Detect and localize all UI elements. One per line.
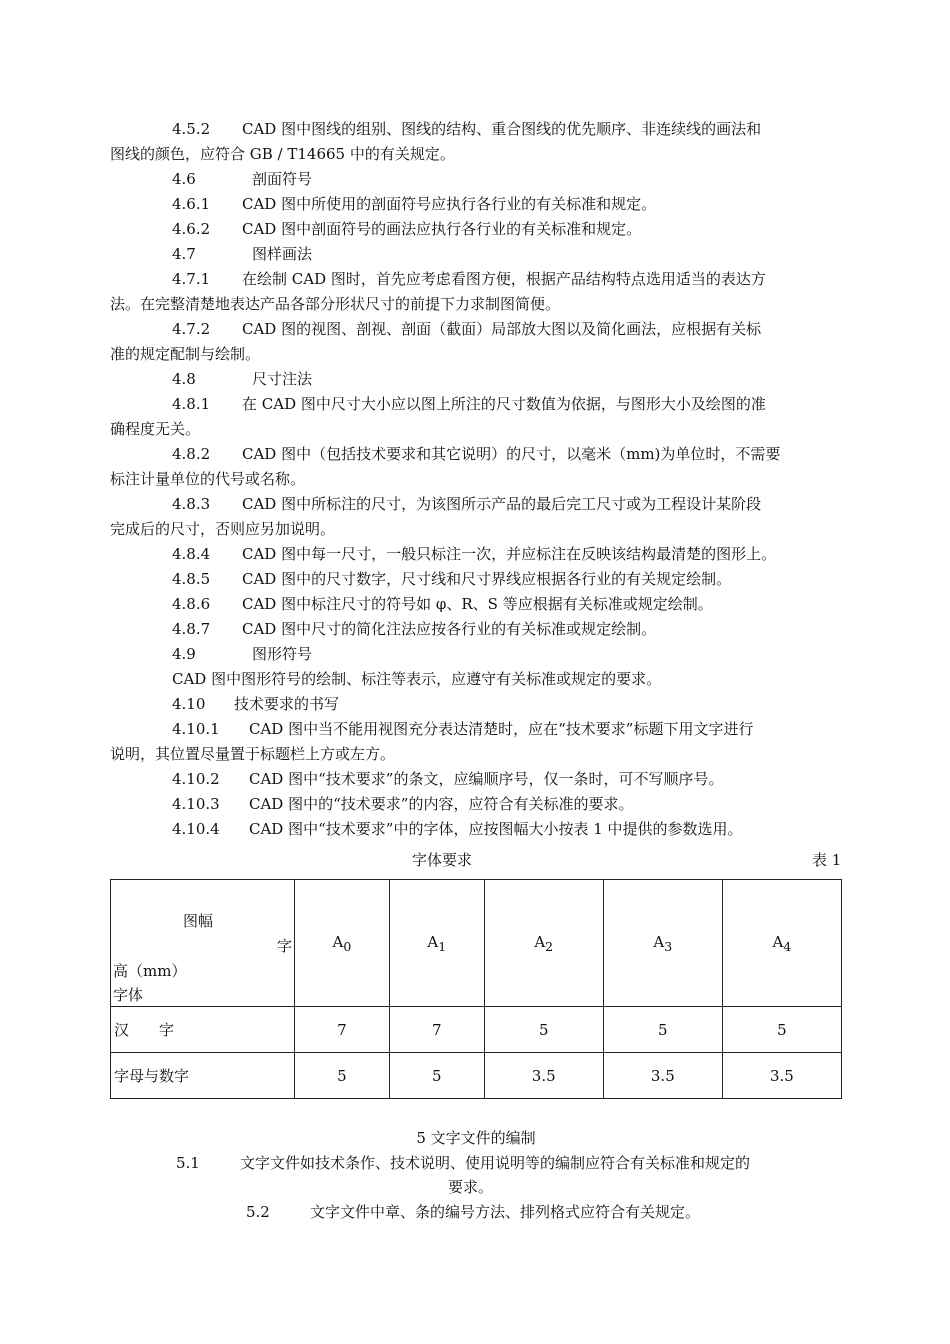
col-subscript: 1: [438, 938, 447, 954]
col-header-a0: [295, 880, 390, 1007]
heading-4-6: [172, 168, 312, 190]
clause-number: 4.8.4: [172, 545, 211, 563]
para-4-10-3: [172, 793, 633, 815]
clause-text: 图样画法: [252, 245, 313, 263]
clause-number: 4.6: [172, 170, 196, 188]
clause-number: 4.10: [172, 695, 206, 713]
para-4-8-6: [172, 593, 713, 615]
corner-label-font: 字体: [113, 986, 144, 1004]
col-subscript: 4: [783, 938, 792, 954]
para-5-1-cont: 要求。: [448, 1178, 494, 1196]
para-4-7-2-cont: 准的规定配制与绘制。: [110, 345, 261, 363]
clause-number: 4.8.7: [172, 620, 211, 638]
para-4-7-1-cont: 法。在完整清楚地表达产品各部分形状尺寸的前提下力求制图简便。: [110, 295, 561, 313]
table-cell: 5: [295, 1053, 390, 1099]
para-5-2: [246, 1201, 700, 1223]
col-header-a4: [722, 880, 841, 1007]
clause-number: 4.10.1: [172, 720, 220, 738]
para-4-8-3-cont: 完成后的尺寸，否则应另加说明。: [110, 520, 336, 538]
para-4-7-2: [172, 318, 761, 340]
table-cell: 7: [389, 1007, 484, 1053]
clause-number: 5.1: [176, 1154, 200, 1172]
para-4-9-body: CAD 图中图形符号的绘制、标注等表示，应遵守有关标准或规定的要求。: [172, 670, 662, 688]
col-letter: A: [653, 932, 665, 951]
row-label-alnum: 字母与数字: [111, 1053, 295, 1099]
table-cell: 5: [603, 1007, 722, 1053]
clause-number: 5.2: [246, 1203, 270, 1221]
clause-number: 4.5.2: [172, 120, 211, 138]
clause-text: CAD 图中图线的组别、图线的结构、重合图线的优先顺序、非连续线的画法和: [242, 120, 762, 138]
table-cell: 7: [295, 1007, 390, 1053]
para-4-6-2: [172, 218, 641, 240]
header-corner-cell: [111, 880, 295, 1007]
row-label-chinese: 汉 字: [111, 1007, 295, 1053]
font-size-table: [110, 879, 842, 1099]
col-letter: A: [427, 932, 439, 951]
clause-text: CAD 图中每一尺寸，一般只标注一次，并应标注在反映该结构最清楚的图形上。: [242, 545, 777, 563]
clause-number: 4.8.1: [172, 395, 211, 413]
table-cell: 3.5: [603, 1053, 722, 1099]
heading-4-8: [172, 368, 312, 390]
para-4-8-1: [172, 393, 766, 415]
table-header-row: [111, 880, 842, 1007]
clause-number: 4.10.2: [172, 770, 220, 788]
clause-number: 4.9: [172, 645, 196, 663]
clause-text: CAD 图中（包括技术要求和其它说明）的尺寸，以毫米（mm)为单位时，不需要: [242, 445, 781, 463]
heading-4-9: [172, 643, 312, 665]
col-subscript: 0: [343, 938, 352, 954]
para-4-10-1-cont: 说明，其位置尽量置于标题栏上方或左方。: [110, 745, 396, 763]
clause-text: CAD 图中所使用的剖面符号应执行各行业的有关标准和规定。: [242, 195, 657, 213]
corner-label-char: 字: [277, 937, 293, 955]
para-4-10-1: [172, 718, 753, 740]
para-4-8-5: [172, 568, 731, 590]
col-header-a1: [389, 880, 484, 1007]
corner-label-format: 图幅: [183, 912, 214, 930]
heading-4-7: [172, 243, 312, 265]
clause-number: 4.8: [172, 370, 196, 388]
para-5-1: [176, 1152, 750, 1174]
clause-text: 在 CAD 图中尺寸大小应以图上所注的尺寸数值为依据，与图形大小及绘图的准: [242, 395, 766, 413]
table-caption: 字体要求: [412, 851, 473, 869]
clause-number: 4.8.3: [172, 495, 211, 513]
para-4-5-2-cont: 图线的颜色，应符合 GB / T14665 中的有关规定。: [110, 145, 455, 163]
clause-text: CAD 图中标注尺寸的符号如 φ、R、S 等应根据有关标准或规定绘制。: [242, 595, 713, 613]
para-4-7-1: [172, 268, 766, 290]
clause-text: CAD 图的视图、剖视、剖面（截面）局部放大图以及简化画法，应根据有关标: [242, 320, 762, 338]
table-row: [111, 1053, 842, 1099]
table-cell: 3.5: [722, 1053, 841, 1099]
para-4-10-4: [172, 818, 743, 840]
para-4-5-2: [172, 118, 761, 140]
clause-text: CAD 图中“技术要求”的条文，应编顺序号，仅一条时，可不写顺序号。: [249, 770, 724, 788]
col-header-a2: [484, 880, 603, 1007]
table-number: 表 1: [812, 851, 842, 869]
para-4-10-2: [172, 768, 723, 790]
table-cell: 5: [484, 1007, 603, 1053]
heading-4-10: [172, 693, 339, 715]
table-cell: 5: [722, 1007, 841, 1053]
para-4-8-7: [172, 618, 656, 640]
table-cell: 3.5: [484, 1053, 603, 1099]
clause-number: 4.8.5: [172, 570, 211, 588]
para-4-8-3: [172, 493, 761, 515]
clause-text: 文字文件中章、条的编号方法、排列格式应符合有关规定。: [310, 1203, 701, 1221]
clause-text: CAD 图中的“技术要求”的内容，应符合有关标准的要求。: [249, 795, 634, 813]
clause-text: 技术要求的书写: [234, 695, 340, 713]
clause-text: 尺寸注法: [252, 370, 313, 388]
table-cell: 5: [389, 1053, 484, 1099]
clause-number: 4.8.2: [172, 445, 211, 463]
clause-text: CAD 图中当不能用视图充分表达清楚时，应在“技术要求”标题下用文字进行: [249, 720, 754, 738]
clause-number: 4.6.1: [172, 195, 211, 213]
col-letter: A: [772, 932, 784, 951]
clause-text: CAD 图中所标注的尺寸，为该图所示产品的最后完工尺寸或为工程设计某阶段: [242, 495, 762, 513]
para-4-8-1-cont: 确程度无关。: [110, 420, 201, 438]
clause-text: 图形符号: [252, 645, 313, 663]
clause-number: 4.8.6: [172, 595, 211, 613]
clause-text: CAD 图中尺寸的简化注法应按各行业的有关标准或规定绘制。: [242, 620, 657, 638]
col-letter: A: [534, 932, 546, 951]
col-header-a3: [603, 880, 722, 1007]
table-row: [111, 1007, 842, 1053]
clause-number: 4.6.2: [172, 220, 211, 238]
clause-number: 4.7.1: [172, 270, 211, 288]
clause-number: 4.10.4: [172, 820, 220, 838]
para-4-8-2: [172, 443, 780, 465]
para-4-8-4: [172, 543, 776, 565]
corner-label-height: 高（mm）: [113, 962, 187, 980]
clause-text: 剖面符号: [252, 170, 313, 188]
clause-text: CAD 图中“技术要求”中的字体，应按图幅大小按表 1 中提供的参数选用。: [249, 820, 743, 838]
clause-text: 在绘制 CAD 图时，首先应考虑看图方便，根据产品结构特点选用适当的表达方: [242, 270, 766, 288]
para-4-6-1: [172, 193, 656, 215]
section-5-heading: 5 文字文件的编制: [416, 1129, 536, 1147]
clause-number: 4.7: [172, 245, 196, 263]
clause-text: CAD 图中的尺寸数字，尺寸线和尺寸界线应根据各行业的有关规定绘制。: [242, 570, 732, 588]
clause-number: 4.7.2: [172, 320, 211, 338]
col-subscript: 2: [545, 938, 554, 954]
col-letter: A: [332, 932, 344, 951]
clause-text: 文字文件如技术条作、技术说明、使用说明等的编制应符合有关标准和规定的: [240, 1154, 751, 1172]
para-4-8-2-cont: 标注计量单位的代号或名称。: [110, 470, 306, 488]
col-subscript: 3: [664, 938, 673, 954]
clause-number: 4.10.3: [172, 795, 220, 813]
clause-text: CAD 图中剖面符号的画法应执行各行业的有关标准和规定。: [242, 220, 642, 238]
